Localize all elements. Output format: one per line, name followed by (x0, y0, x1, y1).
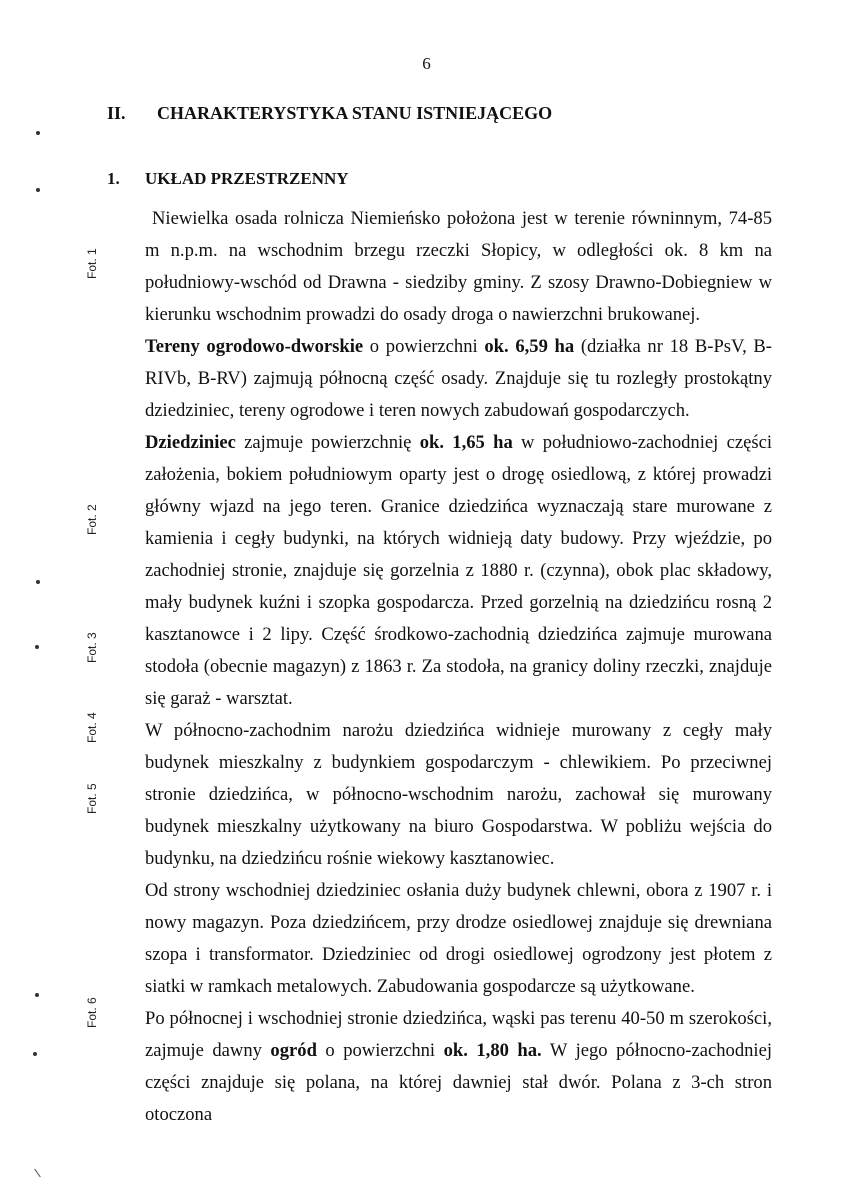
margin-note-fot-5: Fot. 5 (85, 783, 99, 814)
scan-speck (35, 645, 39, 649)
paragraph (145, 1003, 772, 1131)
text-run: Od strony wschodniej dziedziniec osłania duży budynek chlewni, obora z 1907 r. i nowy magazyn. Poza dziedzińcem, przy drodze osiedlowej znajduje się drewniana szopa i transformator. Dziedziniec od drogi osiedlowej ogrodzony jest płotem z siatki w ramkach metalowych. Zabudowania gospodarcze są użytkowane. (145, 880, 772, 997)
text-run: w południowo-zachodniej części założenia, bokiem południowym oparty jest o drogę osiedlową, z której prowadzi główny wjazd na jego teren. Granice dziedzińca wyznaczają stare murowane z kamienia i cegły budynki, na których widnieją daty budowy. Przy wjeździe, po zachodniej stronie, znajduje się gorzelnia z 1880 r. (czynna), obok plac składowy, mały budynek kuźni i szopka gospodarcza. Przed gorzelnią na dziedzińcu rosną 2 kasztanowce i 2 lipy. Część środkowo-zachodnią dziedzińca zajmuje murowana stodoła (obecnie magazyn) z 1863 r. Za stodoła, na granicy doliny rzeczki, znajduje się garaż - warsztat. (145, 432, 772, 709)
text-run: o powierzchni (363, 336, 485, 357)
bold-text: ok. 6,59 ha (484, 336, 575, 357)
paragraph (145, 331, 772, 427)
bold-text: ok. 1,65 ha (419, 432, 513, 453)
text-run: (działka nr 18 B-PsV, B-RIVb, B-RV) zajmują północną część osady. Znajduje się tu rozległy prostokątny dziedziniec, tereny ogrodowe i teren nowych zabudowań gospodarczych. (145, 336, 772, 421)
text-run: W północno-zachodnim narożu dziedzińca widnieje murowany z cegły mały budynek mieszkalny z budynkiem gospodarczym - chlewikiem. Po przeciwnej stronie dziedzińca, w północno-wschodnim narożu, zachował się murowany budynek mieszkalny użytkowany na biuro Gospodarstwa. W pobliżu wejścia do budynku, na dziedzińcu rośnie wiekowy kasztanowiec. (145, 720, 772, 869)
section-number: 1. (107, 169, 120, 188)
scan-speck (36, 188, 40, 192)
text-run: o powierzchni (316, 1040, 444, 1061)
bold-text: Dziedziniec (145, 432, 236, 453)
paragraph (145, 715, 772, 875)
body-text (145, 203, 772, 1131)
text-run: Po północnej i wschodniej stronie dziedzińca, wąski pas terenu 40-50 m szerokości, zajmuje dawny (145, 1008, 772, 1061)
scan-mark (34, 1169, 41, 1178)
margin-note-fot-2: Fot. 2 (85, 504, 99, 535)
margin-note-fot-4: Fot. 4 (85, 712, 99, 743)
bold-text: ogród (270, 1040, 317, 1061)
section-heading (107, 169, 349, 189)
page-number: 6 (422, 54, 431, 73)
margin-note-fot-3: Fot. 3 (85, 632, 99, 663)
section-title: UKŁAD PRZESTRZENNY (145, 169, 349, 188)
margin-note-fot-6: Fot. 6 (85, 997, 99, 1028)
margin-note-fot-1: Fot. 1 (85, 248, 99, 279)
paragraph (145, 203, 772, 331)
scan-speck (35, 993, 39, 997)
scan-speck (36, 131, 40, 135)
chapter-heading (107, 103, 552, 124)
text-run: W jego północno-zachodniej części znajduje się polana, na której dawniej stał dwór. Polana z 3-ch stron otoczona (145, 1040, 773, 1125)
bold-text: ok. 1,80 ha. (443, 1040, 542, 1061)
text-run: zajmuje powierzchnię (235, 432, 420, 453)
paragraph (145, 875, 772, 1003)
scan-speck (36, 580, 40, 584)
scan-speck (33, 1052, 37, 1056)
chapter-title: CHARAKTERYSTYKA STANU ISTNIEJĄCEGO (157, 103, 553, 123)
text-run: Niewielka osada rolnicza Niemieńsko położona jest w terenie równinnym, 74-85 m n.p.m. na wschodnim brzegu rzeczki Słopicy, w odległości ok. 8 km na południowy-wschód od Drawna - siedziby gminy. Z szosy Drawno-Dobiegniew w kierunku wschodnim prowadzi do osady droga o nawierzchni brukowanej. (145, 208, 772, 325)
chapter-number: II. (107, 103, 126, 123)
paragraph (145, 427, 772, 715)
bold-text: Tereny ogrodowo-dworskie (145, 336, 364, 357)
